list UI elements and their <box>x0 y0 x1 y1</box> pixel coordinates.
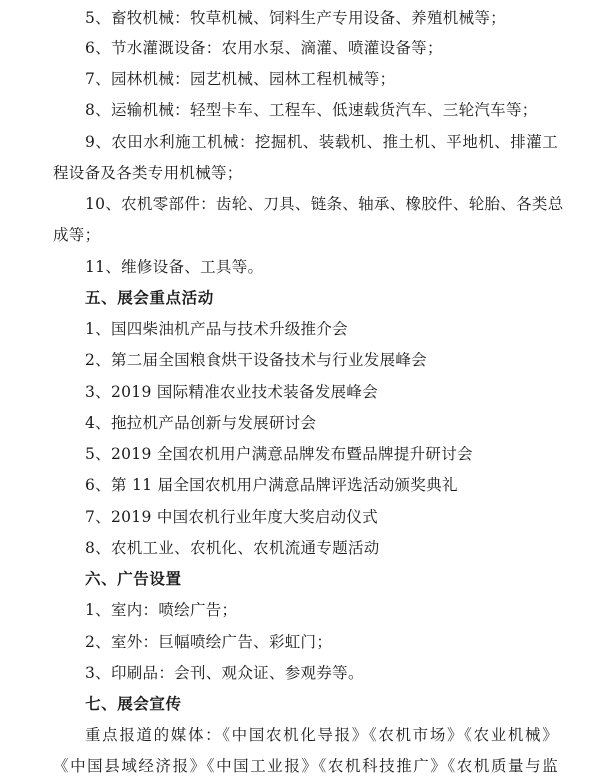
list-item-machinery-parts: 10、农机零部件：齿轮、刀具、链条、轴承、橡胶件、轮胎、各类总 <box>85 195 564 213</box>
list-item-livestock-machinery: 5、畜牧机械：牧草机械、饲料生产专用设备、养殖机械等； <box>85 9 506 27</box>
list-item-garden-machinery: 7、园林机械：园艺机械、园林工程机械等； <box>85 70 396 88</box>
list-item-water-conservancy-machinery-cont: 程设备及各类专用机械等； <box>53 164 243 182</box>
activity-item: 3、2019 国际精准农业技术装备发展峰会 <box>85 383 379 401</box>
activity-item: 8、农机工业、农机化、农机流通专题活动 <box>85 539 380 557</box>
section-heading-publicity: 七、展会宣传 <box>85 695 182 713</box>
list-item-repair-equipment: 11、维修设备、工具等。 <box>85 258 264 276</box>
media-paragraph-line: 《中国县域经济报》《中国工业报》《农机科技推广》《农机质量与监 <box>53 757 558 775</box>
media-paragraph-line: 重点报道的媒体：《中国农机化导报》《农机市场》《农业机械》 <box>85 726 558 744</box>
list-item-water-conservancy-machinery: 9、农田水利施工机械：挖掘机、装载机、推土机、平地机、排灌工 <box>85 133 558 151</box>
advertising-item: 1、室内：喷绘广告； <box>85 601 238 619</box>
advertising-item: 2、室外：巨幅喷绘广告、彩虹门； <box>85 633 333 651</box>
section-heading-key-activities: 五、展会重点活动 <box>85 289 214 307</box>
section-heading-advertising: 六、广告设置 <box>85 570 182 588</box>
list-item-transport-machinery: 8、运输机械：轻型卡车、工程车、低速载货汽车、三轮汽车等； <box>85 101 538 119</box>
activity-item: 1、国四柴油机产品与技术升级推介会 <box>85 320 348 338</box>
activity-item: 5、2019 全国农机用户满意品牌发布暨品牌提升研讨会 <box>85 445 473 463</box>
advertising-item: 3、印刷品：会刊、观众证、参观券等。 <box>85 664 364 682</box>
list-item-machinery-parts-cont: 成等； <box>53 226 101 244</box>
activity-item: 4、拖拉机产品创新与发展研讨会 <box>85 414 317 432</box>
activity-item: 2、第二届全国粮食烘干设备技术与行业发展峰会 <box>85 351 427 369</box>
list-item-irrigation-equipment: 6、节水灌溉设备：农用水泵、滴灌、喷灌设备等； <box>85 39 443 57</box>
activity-item: 6、第 11 届全国农机用户满意品牌评选活动颁奖典礼 <box>85 476 458 494</box>
activity-item: 7、2019 中国农机行业年度大奖启动仪式 <box>85 508 379 526</box>
